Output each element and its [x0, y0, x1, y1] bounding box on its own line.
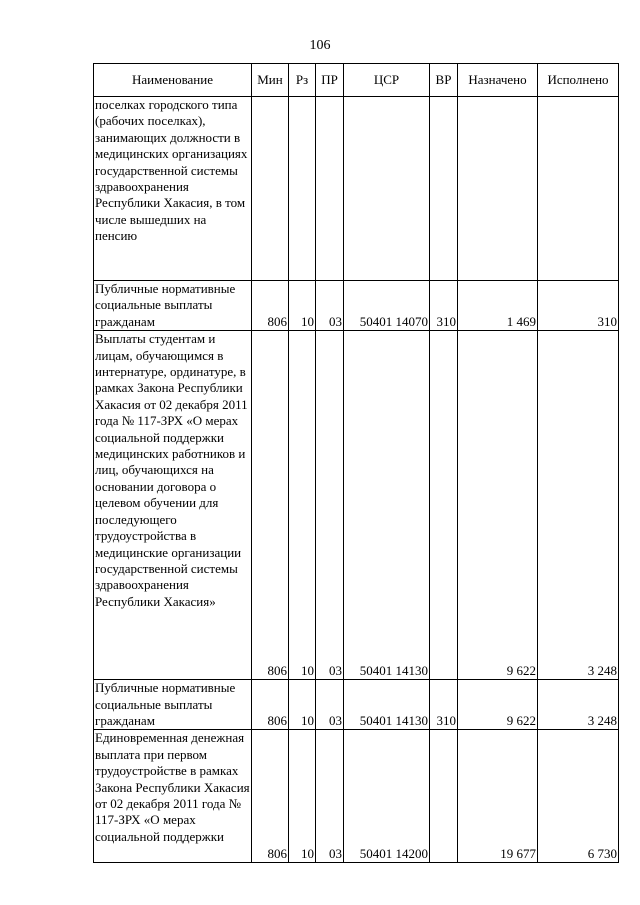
header-vr: ВР [430, 64, 458, 97]
row-name: Единовременная денежная выплата при первом трудоустройстве в рамках Закона Республики Хакасия от 02 декабря 2011 года № 117-ЗРХ «О мерах социальной поддержки [94, 730, 252, 863]
row-vr: 310 [430, 680, 458, 730]
row-executed [538, 97, 619, 281]
row-pr: 03 [316, 281, 344, 331]
row-vr [430, 331, 458, 680]
row-assigned: 9 622 [458, 680, 538, 730]
row-name: Выплаты студентам и лицам, обучающимся в интернатуре, ординатуре, в рамках Закона Республики Хакасия от 02 декабря 2011 года № 117-ЗРХ «О мерах социальной поддержки медицинских работников и лиц, обучающихся на основании договора о целевом обучении для последующего трудоустройства в медицинские организации государственной системы здравоохранения Республики Хакасия» [94, 331, 252, 680]
table-row [94, 680, 619, 730]
header-min: Мин [252, 64, 289, 97]
row-pr: 03 [316, 730, 344, 863]
header-assigned: Назначено [458, 64, 538, 97]
table-row [94, 97, 619, 281]
row-assigned: 19 677 [458, 730, 538, 863]
header-pr: ПР [316, 64, 344, 97]
row-csr: 50401 14130 [344, 331, 430, 680]
row-assigned [458, 97, 538, 281]
row-min: 806 [252, 730, 289, 863]
row-min: 806 [252, 331, 289, 680]
row-name: Публичные нормативные социальные выплаты гражданам [94, 680, 252, 730]
row-executed: 3 248 [538, 331, 619, 680]
row-pr [316, 97, 344, 281]
row-csr: 50401 14200 [344, 730, 430, 863]
row-vr [430, 97, 458, 281]
header-name: Наименование [94, 64, 252, 97]
row-min [252, 97, 289, 281]
row-vr [430, 730, 458, 863]
table-header-row [94, 64, 619, 97]
row-pr: 03 [316, 680, 344, 730]
row-csr [344, 97, 430, 281]
row-csr: 50401 14130 [344, 680, 430, 730]
budget-table [93, 63, 619, 863]
row-rz: 10 [289, 331, 316, 680]
row-executed: 3 248 [538, 680, 619, 730]
row-name: поселках городского типа (рабочих поселках), занимающих должности в медицинских организациях государственной системы здравоохранения Республики Хакасия, в том числе вышедших на пенсию [94, 97, 252, 281]
row-name: Публичные нормативные социальные выплаты гражданам [94, 281, 252, 331]
row-vr: 310 [430, 281, 458, 331]
header-rz: Рз [289, 64, 316, 97]
row-min: 806 [252, 281, 289, 331]
row-csr: 50401 14070 [344, 281, 430, 331]
header-executed: Исполнено [538, 64, 619, 97]
row-executed: 310 [538, 281, 619, 331]
row-assigned: 1 469 [458, 281, 538, 331]
table-row [94, 730, 619, 863]
table-row [94, 281, 619, 331]
row-rz: 10 [289, 281, 316, 331]
row-pr: 03 [316, 331, 344, 680]
row-rz [289, 97, 316, 281]
page-number: 106 [309, 38, 331, 53]
row-min: 806 [252, 680, 289, 730]
table-row [94, 331, 619, 680]
row-assigned: 9 622 [458, 331, 538, 680]
row-rz: 10 [289, 680, 316, 730]
row-rz: 10 [289, 730, 316, 863]
header-csr: ЦСР [344, 64, 430, 97]
row-executed: 6 730 [538, 730, 619, 863]
